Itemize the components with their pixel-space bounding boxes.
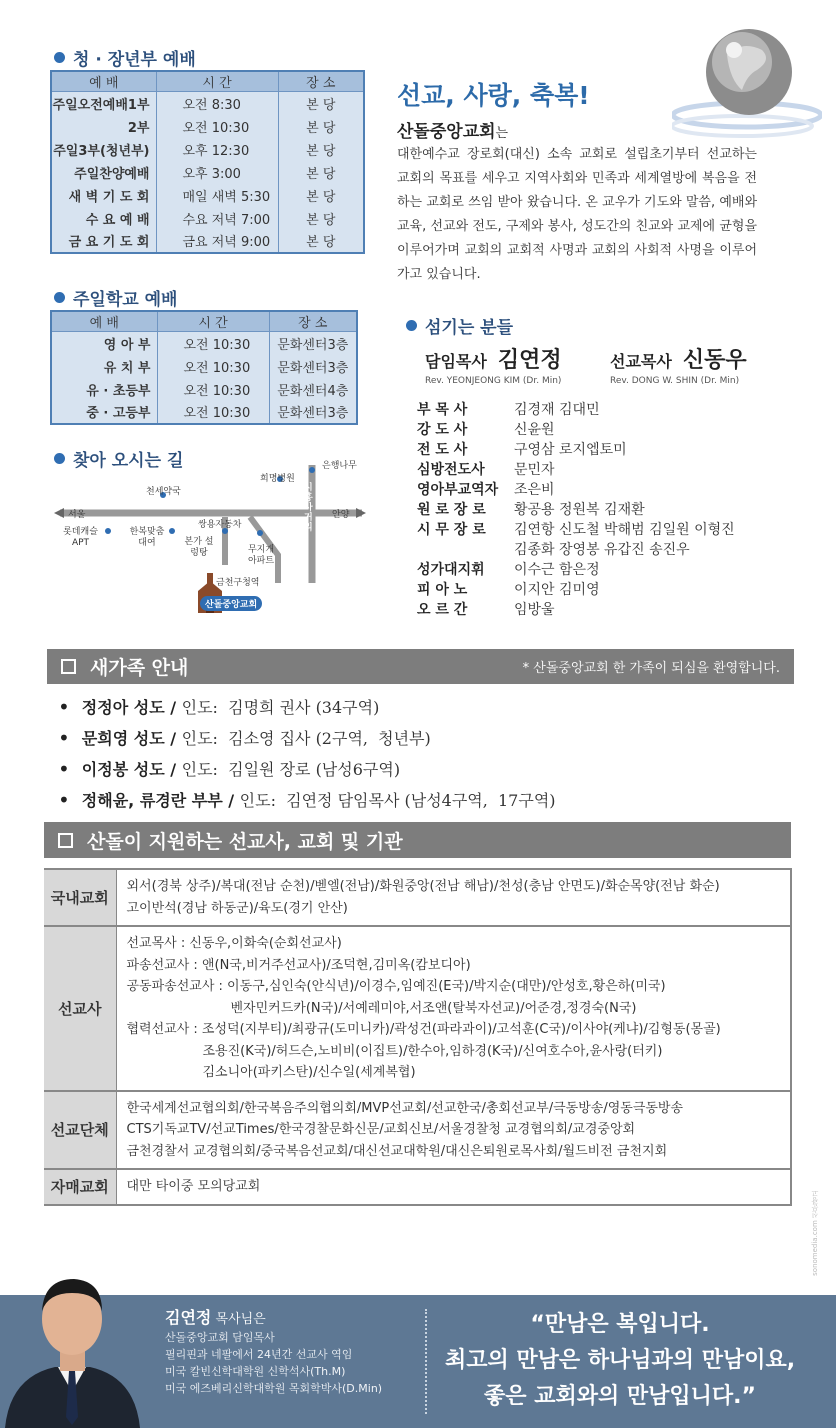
family-name: 문희영 성도: [81, 729, 165, 748]
col-header: 장 소: [269, 311, 357, 332]
schedule-cell: 수요 저녁 7:00: [156, 207, 278, 230]
staff-role: 오 르 간: [417, 602, 468, 618]
footer-name-line: [165, 1305, 266, 1328]
staff-role: 심방전도사: [417, 462, 485, 478]
support-line: 금천경찰서 교경협의회/중국복음선교회/대신선교대학원/대신은퇴원로목사회/월드비전 금천지회: [126, 1143, 668, 1159]
missionary-pastor: [610, 343, 780, 386]
missionary-pastor-rev: Rev. DONG W. SHIN (Dr. Min): [610, 376, 740, 386]
schedule-row: [51, 184, 364, 207]
footer-quote: [440, 1307, 800, 1415]
bullet-icon: •: [58, 726, 70, 750]
bullet-icon: •: [58, 788, 70, 812]
schedule-cell: 영 아 부: [103, 337, 151, 353]
schedule-cell: 오후 3:00: [156, 161, 278, 184]
support-content: [116, 1091, 791, 1170]
support-line: 대만 타이중 모의당교회: [126, 1179, 261, 1194]
schedule-cell: 오전 10:30: [156, 115, 278, 138]
senior-pastor-name: 김연정: [497, 348, 562, 373]
support-line: 김소니아(파키스탄)/신수일(세계복협): [202, 1065, 416, 1080]
map-label: 롯데캐슬 APT: [63, 527, 98, 548]
staff-role: 강 도 사: [417, 422, 468, 438]
staff-row: [417, 600, 797, 620]
schedule-cell: 수 요 예 배: [85, 212, 150, 228]
bio-line: 필리핀과 네팔에서 24년간 선교사 역임: [165, 1348, 353, 1361]
support-line: 외서(경북 상주)/복대(전남 순천)/벧엘(전남)/화원중앙(전남 해남)/천성(충남 안면도)/화순목양(전남 화순): [126, 879, 720, 894]
schedule-row: [51, 378, 357, 401]
list-item: [58, 785, 788, 816]
family-guide: 인도: 김명희 권사 (34구역): [181, 698, 380, 717]
table-row: [44, 1091, 791, 1170]
col-header: 시 간: [156, 71, 278, 92]
bullet-dot-icon: [54, 292, 65, 303]
footer-pastor-name: 김연정: [165, 1308, 212, 1327]
support-banner: [44, 822, 791, 858]
staff-role: 피 아 노: [417, 582, 468, 598]
senior-pastor-rev: Rev. YEONJEONG KIM (Dr. Min): [425, 376, 562, 386]
list-item: [58, 754, 788, 785]
list-item: [58, 723, 788, 754]
schedule-row: [51, 161, 364, 184]
family-slash: /: [164, 760, 182, 779]
support-line: 고이반석(경남 하동군)/육도(경기 안산): [126, 900, 348, 916]
map-label: 천세약국: [146, 487, 181, 497]
pastor-portrait: [0, 1267, 145, 1428]
new-family-note: * 산돌중앙교회 한 가족이 되심을 환영합니다.: [522, 661, 780, 676]
footer-bio: [165, 1329, 382, 1397]
schedule-cell: 유 · 초등부: [86, 383, 151, 399]
col-header: 예 배: [51, 311, 157, 332]
support-line: 한국세계선교협의회/한국복음주의협의회/MVP선교회/선교한국/총회선교부/극동방송/영동극동방송: [126, 1100, 684, 1116]
map-label: 은행나무: [322, 461, 357, 471]
schedule-cell: 문화센터4층: [269, 378, 357, 401]
staff-names: 임방울: [514, 602, 555, 618]
mission-title: 선교, 사랑, 축복!: [397, 81, 590, 110]
bio-line: 산돌중앙교회 담임목사: [165, 1331, 275, 1344]
support-table: [44, 868, 792, 1206]
staff-names: 황공용 정원복 김재환: [514, 502, 645, 518]
staff-row: [417, 460, 797, 480]
mission-body: 대한예수교 장로회(대신) 소속 교회로 설립초기부터 선교하는 교회의 목표를 세우고 지역사회와 민족과 세계열방에 복음을 전하는 교회로 쓰임 받아 왔습니다. 온 교우가 기도와 말씀, 예배와 교육, 선교와 전도, 구제와 봉사, 성도간의 친교와 교제에 균형을 이루어가며 교회의 교회적 사명과 교회의 사회적 사명을 이루어가고 있습니다.: [397, 147, 757, 282]
missionary-pastor-role: 선교목사: [610, 352, 672, 371]
new-family-banner: [47, 649, 794, 684]
staff-names: 신윤원: [514, 422, 555, 438]
staff-names: 김경재 김대민: [514, 402, 600, 418]
staff-role: 전 도 사: [417, 442, 468, 458]
schedule-cell: 문화센터3층: [269, 401, 357, 424]
schedule-cell: 오전 10:30: [157, 355, 269, 378]
schedule-cell: 본 당: [278, 230, 364, 253]
schedule-cell: 금 요 기 도 회: [68, 235, 150, 250]
map-label: 시흥사거리: [304, 483, 313, 533]
support-content: [116, 869, 791, 926]
youth-worship-table: [50, 70, 365, 254]
staff-role: 부 목 사: [417, 402, 468, 418]
family-slash: /: [222, 791, 240, 810]
church-name: 산돌중앙교회: [397, 122, 496, 142]
schedule-cell: 문화센터3층: [269, 355, 357, 378]
footer: [0, 1295, 836, 1428]
square-icon: [58, 833, 73, 848]
staff-row: [417, 440, 797, 460]
missionary-pastor-name: 신동우: [682, 348, 747, 373]
schedule-cell: 주일3부(청년부): [53, 143, 150, 159]
support-line: 조용진(K국)/허드슨,노비비(이집트)/한수아,임하경(K국)/신여호수아,윤사랑(터키): [202, 1043, 663, 1059]
schedule-cell: 새 벽 기 도 회: [68, 189, 150, 205]
support-title: 산돌이 지원하는 선교사, 교회 및 기관: [87, 830, 403, 853]
globe-icon: [672, 20, 822, 140]
bullet-icon: •: [58, 757, 70, 781]
staff-role: 원 로 장 로: [417, 502, 486, 518]
schedule-row: [51, 207, 364, 230]
schedule-row: [51, 332, 357, 355]
support-line: 협력선교사 : 조성덕(지부티)/최광규(도미니카)/곽성건(파라과이)/고석훈(C국)/이사야(케냐)/김형동(몽골): [126, 1022, 721, 1037]
new-family-title: 새가족 안내: [90, 657, 189, 679]
family-name: 정해윤, 류경란 부부: [81, 791, 223, 810]
map-label: 무지개 아파트: [247, 545, 275, 566]
bullet-icon: •: [58, 695, 70, 719]
family-guide: 인도: 김연정 담임목사 (남성4구역, 17구역): [239, 791, 556, 810]
directions-title-text: 찾아 오시는 길: [73, 451, 184, 471]
mission-church-line: [397, 117, 508, 142]
senior-pastor: [425, 343, 605, 386]
bullet-dot-icon: [54, 52, 65, 63]
schedule-cell: 오전 10:30: [157, 378, 269, 401]
staff-names: 김연항 신도철 박해범 김일원 이형진: [514, 522, 735, 538]
schedule-cell: 본 당: [278, 92, 364, 115]
bullet-dot-icon: [406, 320, 417, 331]
support-content: [116, 926, 791, 1091]
schedule-cell: 오전 8:30: [156, 92, 278, 115]
staff-role: 성가대지휘: [417, 562, 485, 578]
bio-line: 미국 에즈베리신학대학원 목회학박사(D.Min): [165, 1382, 383, 1395]
youth-worship-title: [54, 45, 196, 70]
staff-role: 시 무 장 로: [417, 522, 486, 538]
map-label: 금천구청역: [216, 578, 260, 588]
map-church-label: 산돌중앙교회: [200, 596, 262, 611]
schedule-cell: 매일 새벽 5:30: [156, 184, 278, 207]
support-label: 선교단체: [44, 1091, 116, 1170]
staff-names: 구영삼 로지엡토미: [514, 442, 627, 458]
staff-row: [417, 520, 797, 540]
staff-names: 조은비: [514, 482, 555, 498]
staff-names: 김종화 장영봉 유갑진 송진우: [514, 542, 690, 558]
schedule-cell: 본 당: [278, 207, 364, 230]
list-item: [58, 692, 788, 723]
family-slash: /: [164, 698, 182, 717]
schedule-cell: 주일오전예배1부: [52, 97, 150, 113]
col-header: 예 배: [51, 71, 156, 92]
footer-suffix: 목사님은: [211, 1312, 266, 1327]
family-name: 이정봉 성도: [81, 760, 165, 779]
staff-title-text: 섬기는 분들: [425, 318, 514, 338]
map-label: 희명병원: [260, 474, 295, 484]
staff-title: [406, 313, 513, 338]
schedule-cell: 본 당: [278, 138, 364, 161]
schedule-cell: 오전 10:30: [157, 401, 269, 424]
map-label: 본가 설렁탕: [184, 537, 214, 558]
quote-line: “만남은 복입니다.: [530, 1312, 710, 1337]
col-header: 시 간: [157, 311, 269, 332]
footer-divider: [425, 1309, 427, 1414]
map-label: 쌍용자동차: [198, 520, 242, 530]
support-label: 국내교회: [44, 869, 116, 926]
support-line: 파송선교사 : 앤(N국,비거주선교사)/조덕현,김미옥(캄보디아): [126, 957, 471, 973]
map-label: 한복맞춤 대여: [129, 527, 165, 548]
support-content: [116, 1169, 791, 1205]
schedule-cell: 2부: [127, 120, 150, 136]
schedule-row: [51, 401, 357, 424]
support-line: 선교목사 : 신동우,이화숙(순회선교사): [126, 936, 342, 951]
support-line: 공동파송선교사 : 이동구,심인숙(안식년)/이경수,임예진(E국)/박지순(대만)/안성호,황은하(미국): [126, 979, 666, 994]
staff-row: [417, 420, 797, 440]
schedule-cell: 본 당: [278, 115, 364, 138]
staff-role: [417, 540, 514, 560]
church-suffix: 는: [495, 126, 509, 141]
table-row: [44, 1169, 791, 1205]
staff-row: [417, 540, 797, 560]
schedule-row: [51, 230, 364, 253]
staff-list: [417, 400, 797, 620]
schedule-cell: 유 치 부: [103, 360, 151, 376]
family-slash: /: [164, 729, 182, 748]
schedule-cell: 본 당: [278, 184, 364, 207]
globe-decoration: [672, 20, 822, 140]
schedule-row: [51, 115, 364, 138]
schedule-cell: 본 당: [278, 161, 364, 184]
square-icon: [61, 659, 76, 674]
schedule-cell: 주일찬양예배: [74, 166, 150, 182]
staff-role: 영아부교역자: [417, 482, 499, 498]
staff-row: [417, 560, 797, 580]
schedule-row: [51, 355, 357, 378]
support-label: 자매교회: [44, 1169, 116, 1205]
new-family-list: [58, 692, 788, 816]
family-name: 정정아 성도: [81, 698, 165, 717]
staff-row: [417, 400, 797, 420]
table-row: [44, 869, 791, 926]
schedule-cell: 오전 10:30: [157, 332, 269, 355]
col-header: 장 소: [278, 71, 364, 92]
support-label: 선교사: [44, 926, 116, 1091]
staff-names: 문민자: [514, 462, 555, 478]
senior-pastor-role: 담임목사: [425, 352, 487, 371]
quote-line: 좋은 교회와의 만남입니다.”: [484, 1384, 756, 1409]
quote-line: 최고의 만남은 하나님과의 만남이요,: [444, 1348, 796, 1373]
staff-names: 이수근 함은정: [514, 562, 600, 578]
youth-worship-title-text: 청 · 장년부 예배: [73, 50, 196, 70]
staff-row: [417, 480, 797, 500]
schedule-cell: 문화센터3층: [269, 332, 357, 355]
schedule-cell: 금요 저녁 9:00: [156, 230, 278, 253]
staff-names: 이지안 김미영: [514, 582, 600, 598]
schedule-cell: 중 · 고등부: [86, 406, 151, 421]
support-line: CTS기독교TV/선교Times/한국경찰문화신문/교회신보/서울경찰청 교경협의회/교경중앙회: [126, 1122, 636, 1137]
support-line: 벤자민커드카(N국)/서예레미야,서조앤(탈북자선교)/어준경,정경숙(N국): [230, 1000, 637, 1016]
map-label: 안양: [332, 510, 350, 520]
sunday-school-title: [54, 285, 177, 310]
sunday-school-table: [50, 310, 358, 425]
sunday-school-title-text: 주일학교 예배: [73, 290, 178, 310]
schedule-row: [51, 138, 364, 161]
staff-row: [417, 500, 797, 520]
schedule-cell: 오후 12:30: [156, 138, 278, 161]
directions-map: [50, 455, 370, 625]
family-guide: 인도: 김일원 장로 (남성6구역): [181, 760, 401, 779]
table-row: [44, 926, 791, 1091]
schedule-row: [51, 92, 364, 115]
bio-line: 미국 칼빈신학대학원 신학석사(Th.M): [165, 1365, 346, 1378]
map-label: 서울: [68, 510, 86, 520]
staff-row: [417, 580, 797, 600]
family-guide: 인도: 김소영 집사 (2구역, 청년부): [181, 729, 431, 748]
side-credit: sonomedia.com 신문광고: [811, 1190, 819, 1276]
